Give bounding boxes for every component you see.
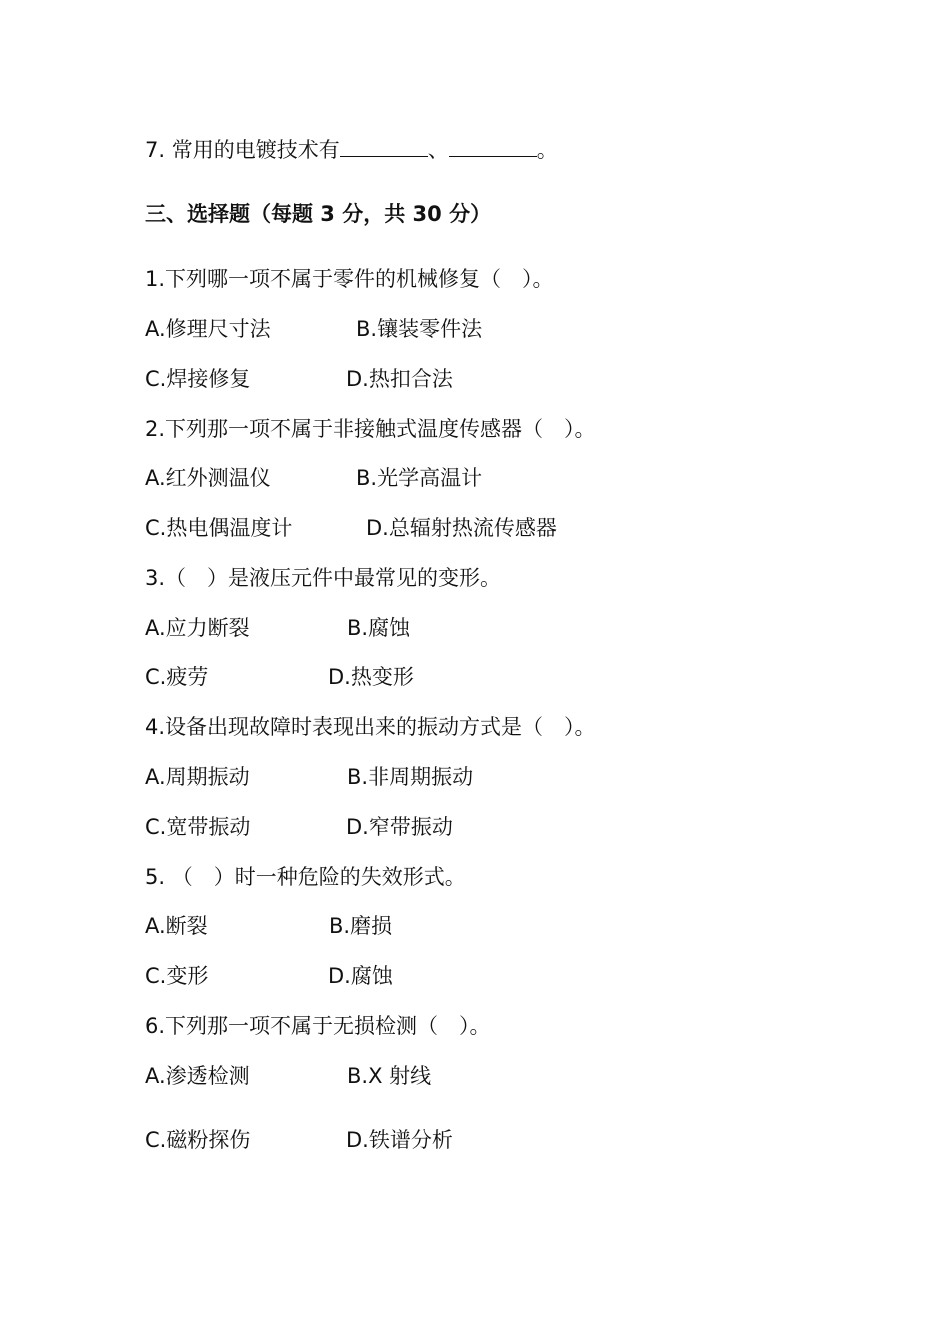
option-d[interactable]: D.窄带振动 bbox=[346, 815, 453, 839]
option-a[interactable]: A.应力断裂 bbox=[145, 616, 250, 640]
question-3-options-row-2 bbox=[145, 663, 414, 691]
question-3-stem: 3.（ ）是液压元件中最常见的变形。 bbox=[145, 566, 502, 590]
question-2-options-row-1 bbox=[145, 464, 483, 492]
section-heading: 三、选择题（每题 3 分，共 30 分） bbox=[145, 202, 492, 226]
option-c[interactable]: C.变形 bbox=[145, 964, 209, 988]
option-c[interactable]: C.磁粉探伤 bbox=[145, 1128, 251, 1152]
option-a[interactable]: A.渗透检测 bbox=[145, 1064, 250, 1088]
question-3-options-row-1 bbox=[145, 614, 411, 642]
question-5-options-row-1 bbox=[145, 912, 393, 940]
option-b[interactable]: B.镶装零件法 bbox=[356, 317, 483, 341]
option-a[interactable]: A.断裂 bbox=[145, 914, 208, 938]
option-d[interactable]: D.总辐射热流传感器 bbox=[366, 516, 557, 540]
question-4-options-row-1 bbox=[145, 763, 474, 791]
option-c[interactable]: C.疲劳 bbox=[145, 665, 209, 689]
option-d[interactable]: D.铁谱分析 bbox=[346, 1128, 453, 1152]
question-1-options-row-2 bbox=[145, 365, 453, 393]
option-c[interactable]: C.焊接修复 bbox=[145, 367, 251, 391]
option-a[interactable]: A.红外测温仪 bbox=[145, 466, 271, 490]
option-b[interactable]: B.X 射线 bbox=[347, 1064, 432, 1088]
option-a[interactable]: A.周期振动 bbox=[145, 765, 250, 789]
question-2-options-row-2 bbox=[145, 514, 557, 542]
option-b[interactable]: B.光学高温计 bbox=[356, 466, 483, 490]
answer-blank-2[interactable] bbox=[449, 136, 537, 157]
question-4-stem: 4.设备出现故障时表现出来的振动方式是（ ）。 bbox=[145, 715, 596, 739]
question-6-stem: 6.下列那一项不属于无损检测（ ）。 bbox=[145, 1014, 491, 1038]
question-7-separator: 、 bbox=[427, 138, 449, 162]
question-5-stem: 5. （ ）时一种危险的失效形式。 bbox=[145, 865, 466, 889]
question-6-options-row-2 bbox=[145, 1126, 453, 1154]
question-4-options-row-2 bbox=[145, 813, 453, 841]
question-7-prefix: 7. 常用的电镀技术有 bbox=[145, 138, 340, 162]
question-7-suffix: 。 bbox=[536, 138, 558, 162]
answer-blank-1[interactable] bbox=[340, 136, 428, 157]
option-b[interactable]: B.非周期振动 bbox=[347, 765, 474, 789]
question-1-options-row-1 bbox=[145, 315, 483, 343]
question-1-stem: 1.下列哪一项不属于零件的机械修复（ ）。 bbox=[145, 267, 554, 291]
question-6-options-row-1 bbox=[145, 1062, 432, 1090]
option-b[interactable]: B.腐蚀 bbox=[347, 616, 411, 640]
option-d[interactable]: D.腐蚀 bbox=[328, 964, 393, 988]
option-d[interactable]: D.热变形 bbox=[328, 665, 414, 689]
option-d[interactable]: D.热扣合法 bbox=[346, 367, 453, 391]
fill-in-question-7 bbox=[145, 136, 558, 164]
question-2-stem: 2.下列那一项不属于非接触式温度传感器（ ）。 bbox=[145, 417, 596, 441]
option-a[interactable]: A.修理尺寸法 bbox=[145, 317, 271, 341]
question-5-options-row-2 bbox=[145, 962, 393, 990]
option-c[interactable]: C.宽带振动 bbox=[145, 815, 251, 839]
option-b[interactable]: B.磨损 bbox=[329, 914, 393, 938]
option-c[interactable]: C.热电偶温度计 bbox=[145, 516, 293, 540]
